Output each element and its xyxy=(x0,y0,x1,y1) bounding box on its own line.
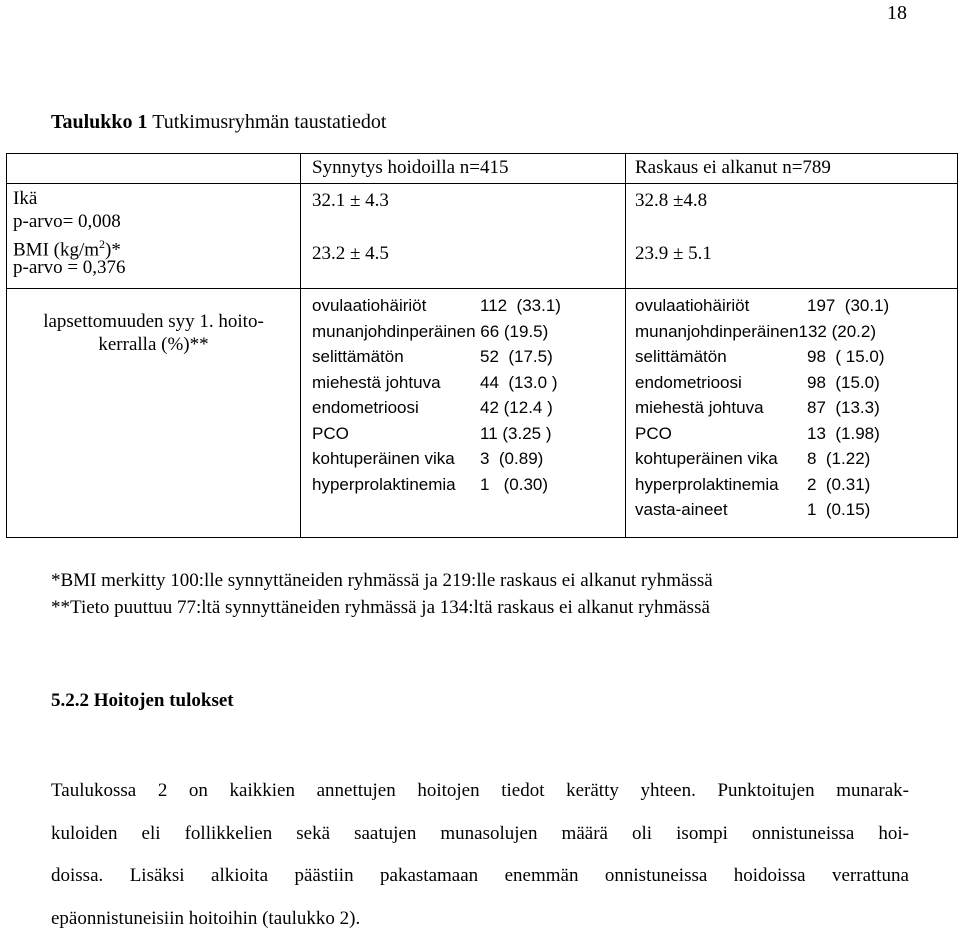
cause-name: hyperprolaktinemia xyxy=(635,472,807,498)
cause-row xyxy=(635,344,889,370)
label-bmi: BMI $(kg/m^2)*$ xyxy=(13,233,121,261)
label-age: Ikä xyxy=(13,187,37,210)
paragraph-line: epäonnistuneisiin hoitoihin (taulukko 2). xyxy=(51,898,909,940)
cause-row xyxy=(635,319,889,345)
footnote-missing: **Tieto puuttuu 77:ltä synnyttäneiden ryhmässä ja 134:ltä raskaus ei alkanut ryhmässä xyxy=(51,594,713,621)
cause-name: kohtuperäinen vika xyxy=(312,446,480,472)
label-bmi-p: p-arvo = 0,376 xyxy=(13,256,126,279)
cause-row xyxy=(312,446,561,472)
cause-row xyxy=(635,472,889,498)
cause-value: 98 (15.0) xyxy=(807,370,880,396)
cause-value: 42 (12.4 ) xyxy=(480,395,553,421)
cause-name: munanjohdinperäinen132 (20.2) xyxy=(635,319,876,345)
cause-row xyxy=(312,370,561,396)
footnote-bmi: *BMI merkitty 100:lle synnyttäneiden ryhmässä ja 219:lle raskaus ei alkanut ryhmässä xyxy=(51,567,713,594)
cause-value: 3 (0.89) xyxy=(480,446,543,472)
cause-name: miehestä johtuva xyxy=(312,370,480,396)
bmi-no-pregnancy: 23.9 ± 5.1 xyxy=(635,242,712,265)
table-divider xyxy=(625,154,626,537)
cause-name: miehestä johtuva xyxy=(635,395,807,421)
cause-value: 98 ( 15.0) xyxy=(807,344,885,370)
paragraph-line: kuloiden eli follikkelien sekä saatujen munasolujen määrä oli isompi onnistuneissa hoi- xyxy=(51,813,909,856)
cause-row xyxy=(635,293,889,319)
cause-row xyxy=(312,421,561,447)
cause-row xyxy=(635,446,889,472)
cause-name: kohtuperäinen vika xyxy=(635,446,807,472)
cause-row xyxy=(312,293,561,319)
cause-name: endometrioosi xyxy=(312,395,480,421)
cause-value: 52 (17.5) xyxy=(480,344,553,370)
cause-row xyxy=(635,395,889,421)
header-births: Synnytys hoidoilla n=415 xyxy=(312,156,509,179)
caption-text: Tutkimusryhmän taustatiedot xyxy=(148,111,387,133)
cause-list-births xyxy=(312,293,561,497)
cause-row xyxy=(312,395,561,421)
cause-name: vasta-aineet xyxy=(635,497,807,523)
label-age-p: p-arvo= 0,008 xyxy=(13,210,121,233)
cause-name: selittämätön xyxy=(635,344,807,370)
label-cause: lapsettomuuden syy 1. hoito- kerralla (%)** xyxy=(7,310,300,356)
cause-name: selittämätön xyxy=(312,344,480,370)
age-births: 32.1 ± 4.3 xyxy=(312,189,389,212)
cause-row xyxy=(312,319,561,345)
cause-name: endometrioosi xyxy=(635,370,807,396)
cause-value: 1 (0.15) xyxy=(807,497,870,523)
cause-name: ovulaatiohäiriöt xyxy=(312,293,480,319)
cause-value: 197 (30.1) xyxy=(807,293,889,319)
body-paragraph xyxy=(51,770,909,940)
cause-value: 44 (13.0 ) xyxy=(480,370,558,396)
cause-value: 8 (1.22) xyxy=(807,446,870,472)
paragraph-line: doissa. Lisäksi alkioita päästiin pakastamaan enemmän onnistuneissa hoidoissa verrattuna xyxy=(51,855,909,898)
table-divider xyxy=(300,154,301,537)
page-number: 18 xyxy=(887,2,907,25)
cause-name: ovulaatiohäiriöt xyxy=(635,293,807,319)
cause-value: 2 (0.31) xyxy=(807,472,870,498)
table-footnotes xyxy=(51,567,713,621)
cause-row xyxy=(635,497,889,523)
cause-row xyxy=(312,472,561,498)
table-divider xyxy=(7,288,957,289)
bmi-births: 23.2 ± 4.5 xyxy=(312,242,389,265)
cause-list-no-pregnancy xyxy=(635,293,889,523)
cause-value: 87 (13.3) xyxy=(807,395,880,421)
cause-value: 1 (0.30) xyxy=(480,472,548,498)
cause-name: PCO xyxy=(312,421,480,447)
table-divider xyxy=(7,183,957,184)
paragraph-line: Taulukossa 2 on kaikkien annettujen hoitojen tiedot kerätty yhteen. Punktoitujen munarak- xyxy=(51,770,909,813)
cause-name: munanjohdinperäinen 66 (19.5) xyxy=(312,319,548,345)
cause-name: hyperprolaktinemia xyxy=(312,472,480,498)
cause-row xyxy=(635,370,889,396)
cause-value: 112 (33.1) xyxy=(480,293,561,319)
cause-value: 13 (1.98) xyxy=(807,421,880,447)
background-table xyxy=(6,153,958,538)
caption-label: Taulukko 1 xyxy=(51,111,148,133)
cause-row xyxy=(635,421,889,447)
age-no-pregnancy: 32.8 ±4.8 xyxy=(635,189,707,212)
table-caption xyxy=(51,111,386,134)
cause-row xyxy=(312,344,561,370)
cause-value: 11 (3.25 ) xyxy=(480,421,552,447)
section-heading: 5.2.2 Hoitojen tulokset xyxy=(51,690,234,712)
cause-name: PCO xyxy=(635,421,807,447)
header-no-pregnancy: Raskaus ei alkanut n=789 xyxy=(635,156,831,179)
